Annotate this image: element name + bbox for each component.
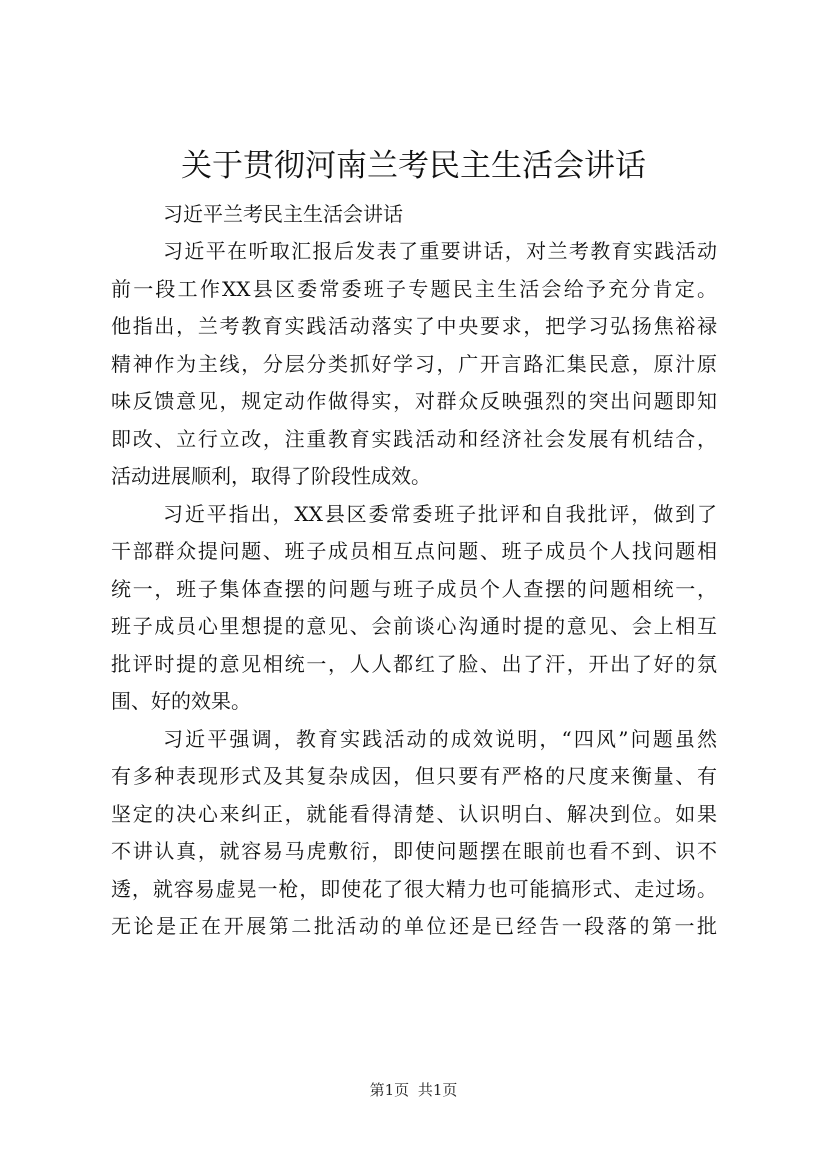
document-subtitle: 习近平兰考民主生活会讲话 [163,202,403,226]
text-line: 他指出，兰考教育实践活动落实了中央要求，把学习弘扬焦裕禄 [111,314,717,338]
text-line: 班子成员心里想提的意见、会前谈心沟通时提的意见、会上相互 [111,614,717,638]
text-line: 习近平强调，教育实践活动的成效说明，“四风”问题虽然 [163,726,717,751]
text-line: 前一段工作XX县区委常委班子专题民主生活会给予充分肯定。 [111,276,717,301]
text-line: 精神作为主线，分层分类抓好学习，广开言路汇集民意，原汁原 [111,351,717,376]
text-line: 即改、立行立改，注重教育实践活动和经济社会发展有机结合， [111,426,717,451]
text-line: 活动进展顺利，取得了阶段性成效。 [111,464,431,488]
document-title: 关于贯彻河南兰考民主生活会讲话 [181,148,646,184]
text-line: 透，就容易虚晃一枪，即使花了很大精力也可能搞形式、走过场。 [111,876,717,901]
text-line: 干部群众提问题、班子成员相互点问题、班子成员个人找问题相 [111,539,717,563]
page-number: 第1页 [369,1081,410,1099]
text-line: 习近平指出，XX县区委常委班子批评和自我批评，做到了 [163,501,717,526]
text-line: 不讲认真，就容易马虎敷衍，即使问题摆在眼前也看不到、识不 [111,839,717,863]
text-line: 习近平在听取汇报后发表了重要讲话，对兰考教育实践活动 [163,239,717,263]
page-footer [0,1080,827,1100]
paragraph-1 [111,233,717,496]
text-line: 统一，班子集体查摆的问题与班子成员个人查摆的问题相统一， [111,576,717,601]
text-line: 围、好的效果。 [111,689,251,713]
text-line: 有多种表现形式及其复杂成因，但只要有严格的尺度来衡量、有 [111,764,717,788]
text-line: 批评时提的意见相统一，人人都红了脸、出了汗，开出了好的氛 [111,651,717,676]
text-line: 味反馈意见，规定动作做得实，对群众反映强烈的突出问题即知 [111,389,717,413]
paragraph-3 [111,721,717,946]
text-line: 坚定的决心来纠正，就能看得清楚、认识明白、解决到位。如果 [111,801,717,826]
document-body [111,196,717,946]
page-total: 共1页 [417,1081,458,1099]
paragraph-2 [111,496,717,721]
text-line: 无论是正在开展第二批活动的单位还是已经告一段落的第一批 [111,914,717,938]
